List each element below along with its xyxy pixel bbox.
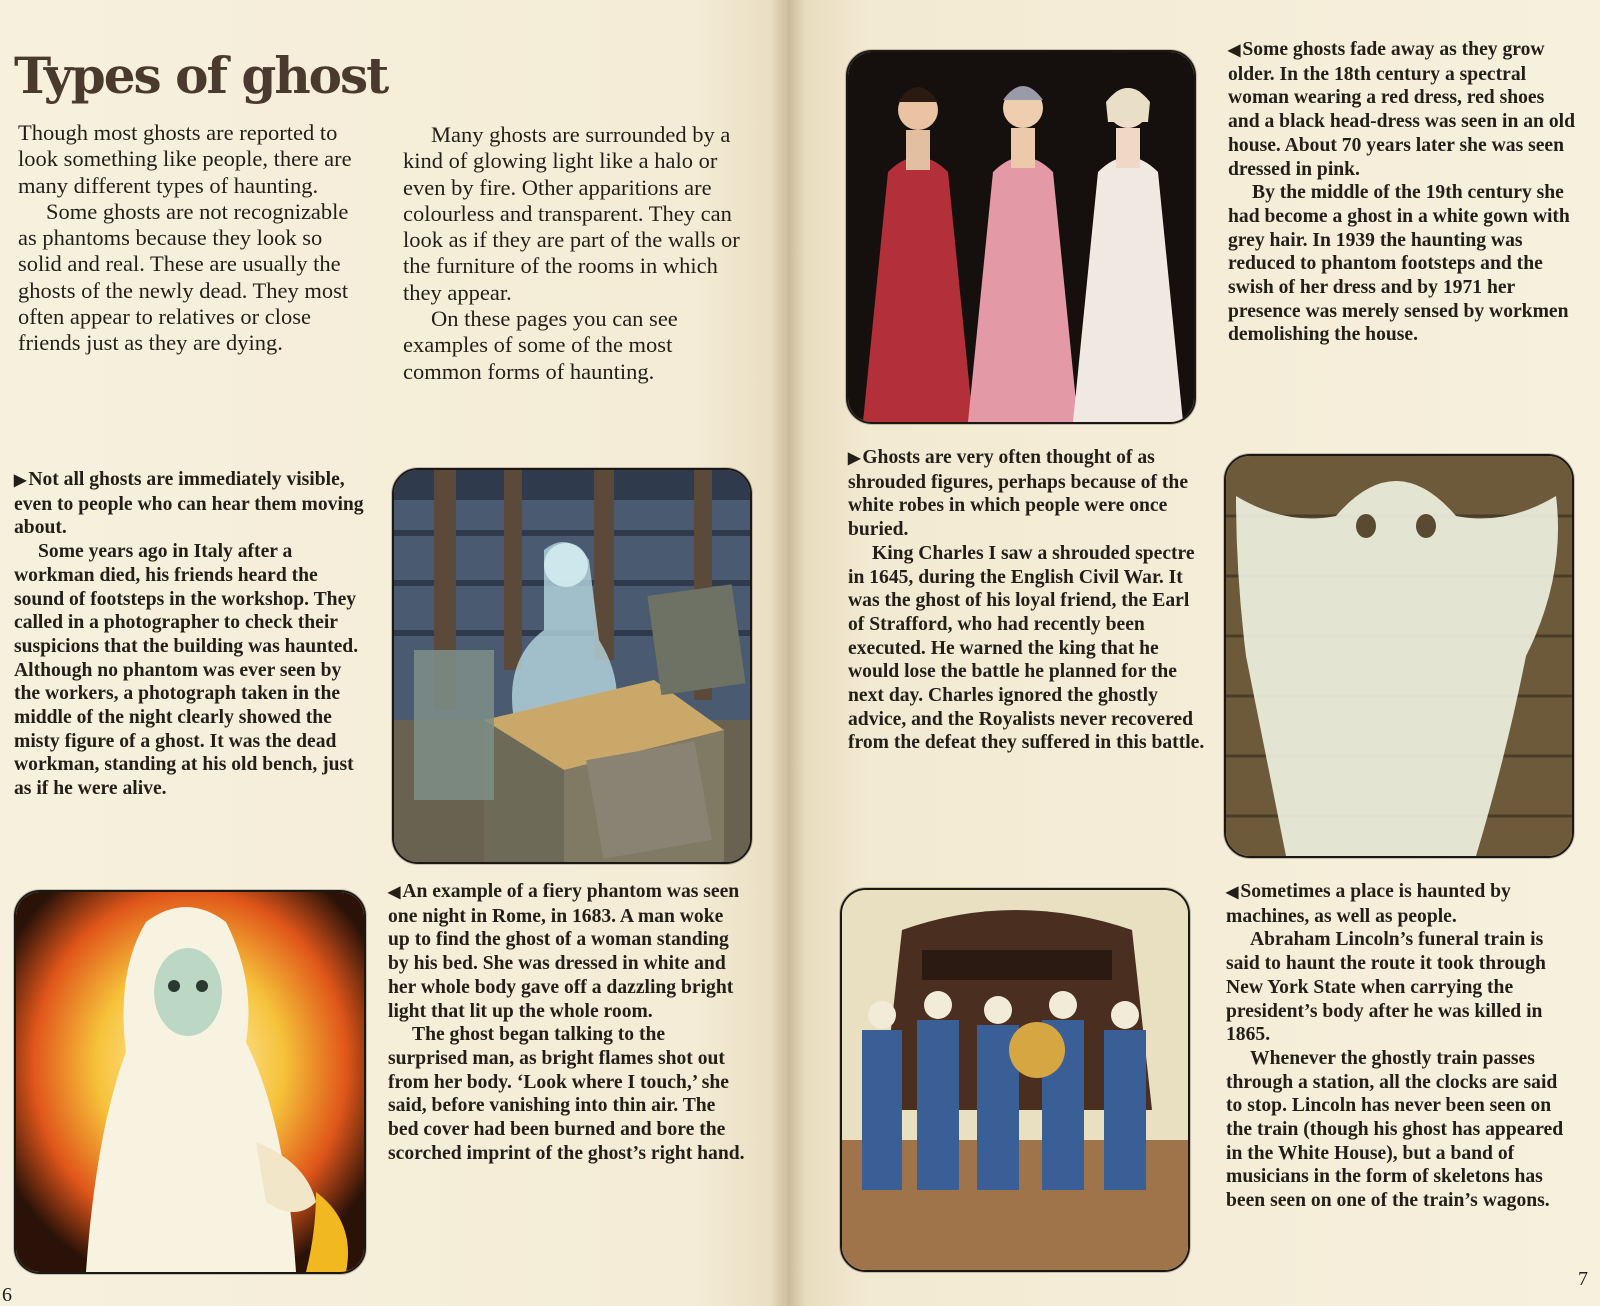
fiery-phantom-illustration: [14, 890, 366, 1274]
page-number-left: 6: [2, 1284, 12, 1306]
intro-paragraph: Some ghosts are not recognizable as phantoms because they look so solid and real. These are usually the ghosts of the newly dead. They most often appear to relatives or close friends just as they are dying.: [18, 198, 349, 356]
fading-ghost-illustration: [846, 50, 1196, 424]
intro-paragraph: Though most ghosts are reported to look something like people, there are many different types of haunting.: [18, 120, 352, 198]
fading-caption: ◀ Some ghosts fade away as they grow older. In the 18th century a spectral woman wearing a red dress, red shoes and a black head-dress was seen in an old house. About 70 years later she was seen dressed in pink. By the middle of the 19th century she had become a ghost in a white gown with grey hair. In 1939 the haunting was reduced to phantom footsteps and the swish of her dress and by 1971 her presence was merely sensed by workmen demolishing the house.: [1228, 39, 1575, 346]
intro-column-2: [403, 122, 755, 385]
caption-arrow: ◀: [388, 884, 401, 901]
intro-paragraph: On these pages you can see examples of some of the most common forms of haunting.: [403, 306, 678, 384]
page-title: Types of ghost: [14, 46, 388, 105]
skeleton-band-illustration: [840, 888, 1190, 1272]
train-caption: ◀ Sometimes a place is haunted by machines, as well as people. Abraham Lincoln’s funeral train is said to haunt the route it took through New York State when carrying the president’s body after he was killed in 1865. Whenever the ghostly train passes through a station, all the clocks are said to stop. Lincoln has never been seen on the train (though his ghost has appeared in the White House), but a band of musicians in the form of skeletons has been seen on one of the train’s wagons.: [1226, 881, 1564, 1212]
caption-arrow: ◀: [1228, 42, 1241, 59]
right-page: [788, 0, 1600, 1306]
caption-arrow: ◀: [1226, 884, 1239, 901]
left-page: [0, 0, 788, 1306]
book-gutter: [770, 0, 806, 1306]
intro-paragraph: Many ghosts are surrounded by a kind of glowing light like a halo or even by fire. Other apparitions are colourless and transparent. They can look as if they are part of the walls or the furniture of the rooms in which they appear.: [403, 122, 740, 305]
intro-column-1: [18, 120, 368, 357]
shroud-caption: ▶ Ghosts are very often thought of as shrouded figures, perhaps because of the white robes in which people were once buried. King Charles I saw a shrouded spectre in 1645, during the English Civil War. It was the ghost of his loyal friend, the Earl of Strafford, who had recently been executed. He warned the king that he would lose the battle he planned for the next day. Charles ignored the ghostly advice, and the Royalists never recovered from the defeat they suffered in this battle.: [848, 447, 1205, 754]
shrouded-ghost-illustration: [1224, 454, 1574, 858]
workshop-caption: ▶ Not all ghosts are immediately visible, even to people who can hear them moving about. Some years ago in Italy after a workman died, his friends heard the sound of footsteps in the workshop. They called in a photographer to check their suspicions that the building was haunted. Although no phantom was ever seen by the workers, a photograph taken in the middle of the night clearly showed the misty figure of a ghost. It was the dead workman, standing at his old bench, just as if he were alive.: [14, 469, 364, 800]
workshop-ghost-illustration: [392, 468, 752, 864]
caption-arrow: ▶: [848, 450, 861, 467]
fiery-caption: ◀ An example of a fiery phantom was seen one night in Rome, in 1683. A man woke up to find the ghost of a woman standing by his bed. She was dressed in white and her whole body gave off a dazzling bright light that lit up the whole room. The ghost began talking to the surprised man, as bright flames shot out from her body. ‘Look where I touch,’ she said, before vanishing into thin air. The bed cover had been burned and bore the scorched imprint of the ghost’s right hand.: [388, 881, 745, 1164]
caption-arrow: ▶: [14, 472, 27, 489]
page-number-right: 7: [1578, 1268, 1588, 1290]
